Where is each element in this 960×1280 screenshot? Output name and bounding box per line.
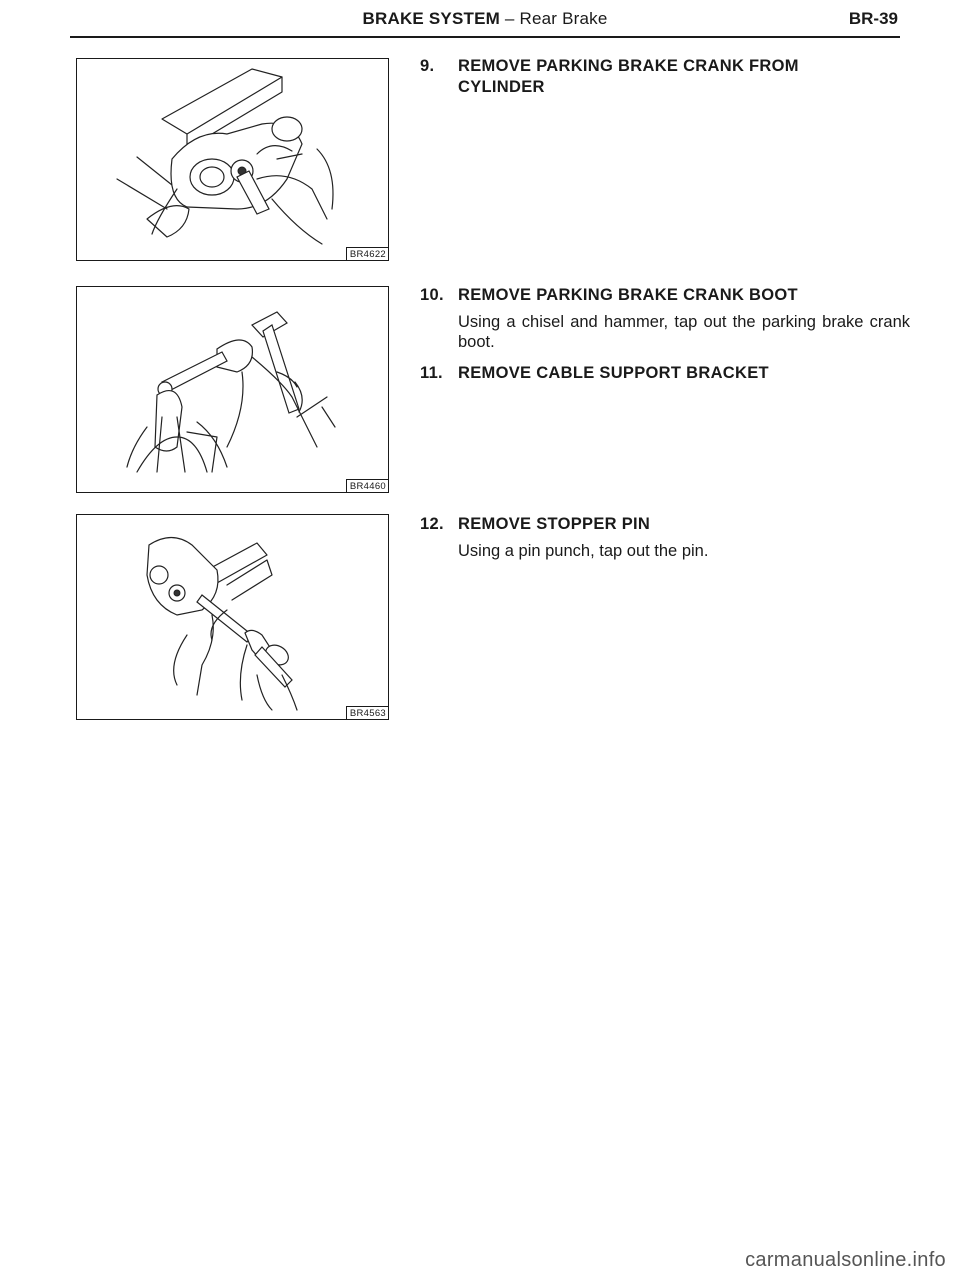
step-11: [420, 363, 910, 384]
crank-removal-illustration: [77, 59, 388, 260]
step-body: Using a pin punch, tap out the pin.: [458, 542, 709, 560]
figure-code: BR4460: [346, 479, 388, 492]
figure-crank-boot: [76, 286, 389, 493]
pin-punch-illustration: [77, 515, 388, 719]
step-title: REMOVE CABLE SUPPORT BRACKET: [458, 364, 769, 382]
step-number: 10.: [420, 286, 444, 304]
page-number: BR-39: [848, 9, 898, 28]
step-number: 11.: [420, 364, 443, 382]
step-body: Using a chisel and hammer, tap out the parking brake crank boot.: [458, 313, 910, 351]
subsection-title: – Rear Brake: [500, 9, 608, 28]
step-title: REMOVE PARKING BRAKE CRANK FROM CYLINDER: [458, 57, 799, 96]
step-heading: [420, 56, 910, 98]
step-9: [420, 56, 910, 98]
step-number: 12.: [420, 515, 444, 533]
step-heading: [420, 363, 910, 384]
step-heading: [420, 285, 910, 306]
step-heading: [420, 514, 910, 535]
step-number: 9.: [420, 57, 435, 75]
header-rule: [70, 36, 900, 38]
watermark: carmanualsonline.info: [745, 1249, 946, 1271]
step-10: [420, 285, 910, 352]
page-title: [70, 9, 900, 29]
step-title: REMOVE PARKING BRAKE CRANK BOOT: [458, 286, 798, 304]
figure-code: BR4563: [346, 706, 388, 719]
step-12: [420, 514, 910, 561]
chisel-hammer-illustration: [77, 287, 388, 492]
page-header: [70, 6, 900, 32]
figure-code: BR4622: [346, 247, 388, 260]
figure-crank-removal: [76, 58, 389, 261]
figure-stopper-pin: [76, 514, 389, 720]
section-title: BRAKE SYSTEM: [362, 9, 500, 28]
step-title: REMOVE STOPPER PIN: [458, 515, 651, 533]
